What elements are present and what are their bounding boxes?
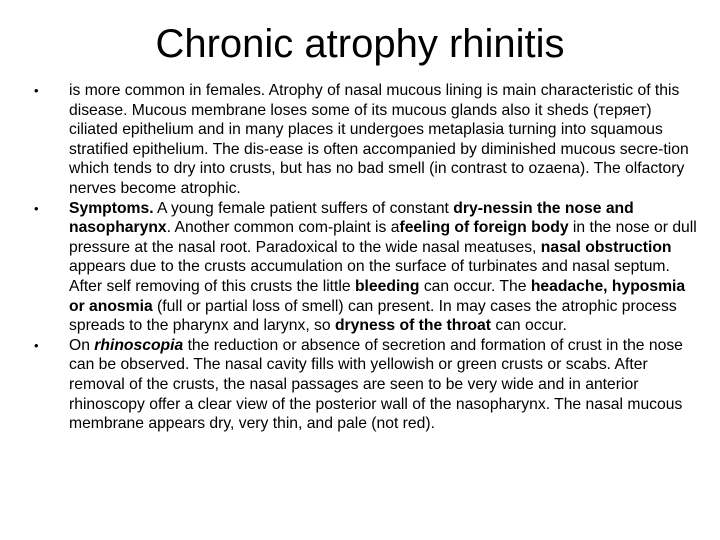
bullet-marker: •: [34, 337, 39, 353]
text-run: can occur. The: [419, 277, 531, 295]
bullet-marker: •: [34, 83, 39, 98]
emphasis-run: Symptoms.: [69, 199, 154, 217]
emphasis-run: bleeding: [354, 277, 420, 295]
bullet-item: [32, 199, 700, 336]
text-run: can occur.: [491, 317, 567, 335]
bullet-marker: •: [34, 200, 39, 216]
text-run: is more common in females. Atrophy of nasal mucous lining is main characteristic of this disease. Mucous membrane loses some of its mucous glands also it sheds (теряет) ciliated epithelium and in many places it undergoes metaplasia turning into squamous stratified epithelium. The dis-ease is often accompanied by diminished mucous secre-tion which tends to dry into crusts, but has no bad smell (in contrast to ozaena). The olfactory nerves become atrophic.: [69, 82, 689, 197]
bullet-text: [69, 82, 689, 197]
text-run: On: [69, 336, 95, 354]
text-run: (full or partial loss of smell) can present. In may cases the atrophic process spreads to the pharynx and larynx, so: [69, 297, 677, 335]
emphasis-run: rhinoscopia: [94, 336, 184, 354]
text-run: A young female patient suffers of constant: [153, 199, 454, 217]
emphasis-run: dryness of the throat: [334, 317, 491, 335]
bullet-item: [32, 81, 700, 199]
emphasis-run: dry-nessin the nose and nasopharynx: [69, 199, 634, 237]
bullet-text: [69, 200, 697, 335]
text-run: . Another common com-plaint is a: [166, 219, 400, 237]
slide-title: Chronic atrophy rhinitis: [155, 22, 565, 66]
bullet-item: [32, 336, 700, 434]
emphasis-run: headache, hyposmia or anosmia: [69, 277, 686, 315]
text-run: in the nose or dull pressure at the nasal root. Paradoxical to the wide nasal meatuses,: [69, 219, 697, 256]
emphasis-run: nasal obstruction: [540, 238, 672, 256]
text-run: appears due to the crusts accumulation on the surface of turbinates and nasal septum. After self removing of this crusts the little: [69, 258, 670, 295]
text-run: the reduction or absence of secretion and formation of crust in the nose can be observed. The nasal cavity fills with yellowish or green crusts or scabs. After removal of the crusts, the nasal passages are seen to be very wide and in anterior rhinoscopy offer a clear view of the posterior wall of the nasopharynx. The nasal mucous membrane appears dry, very thin, and pale (not red).: [69, 336, 683, 433]
bullet-list: [32, 81, 700, 434]
bullet-text: [69, 337, 683, 432]
emphasis-run: feeling of foreign body: [399, 219, 569, 237]
